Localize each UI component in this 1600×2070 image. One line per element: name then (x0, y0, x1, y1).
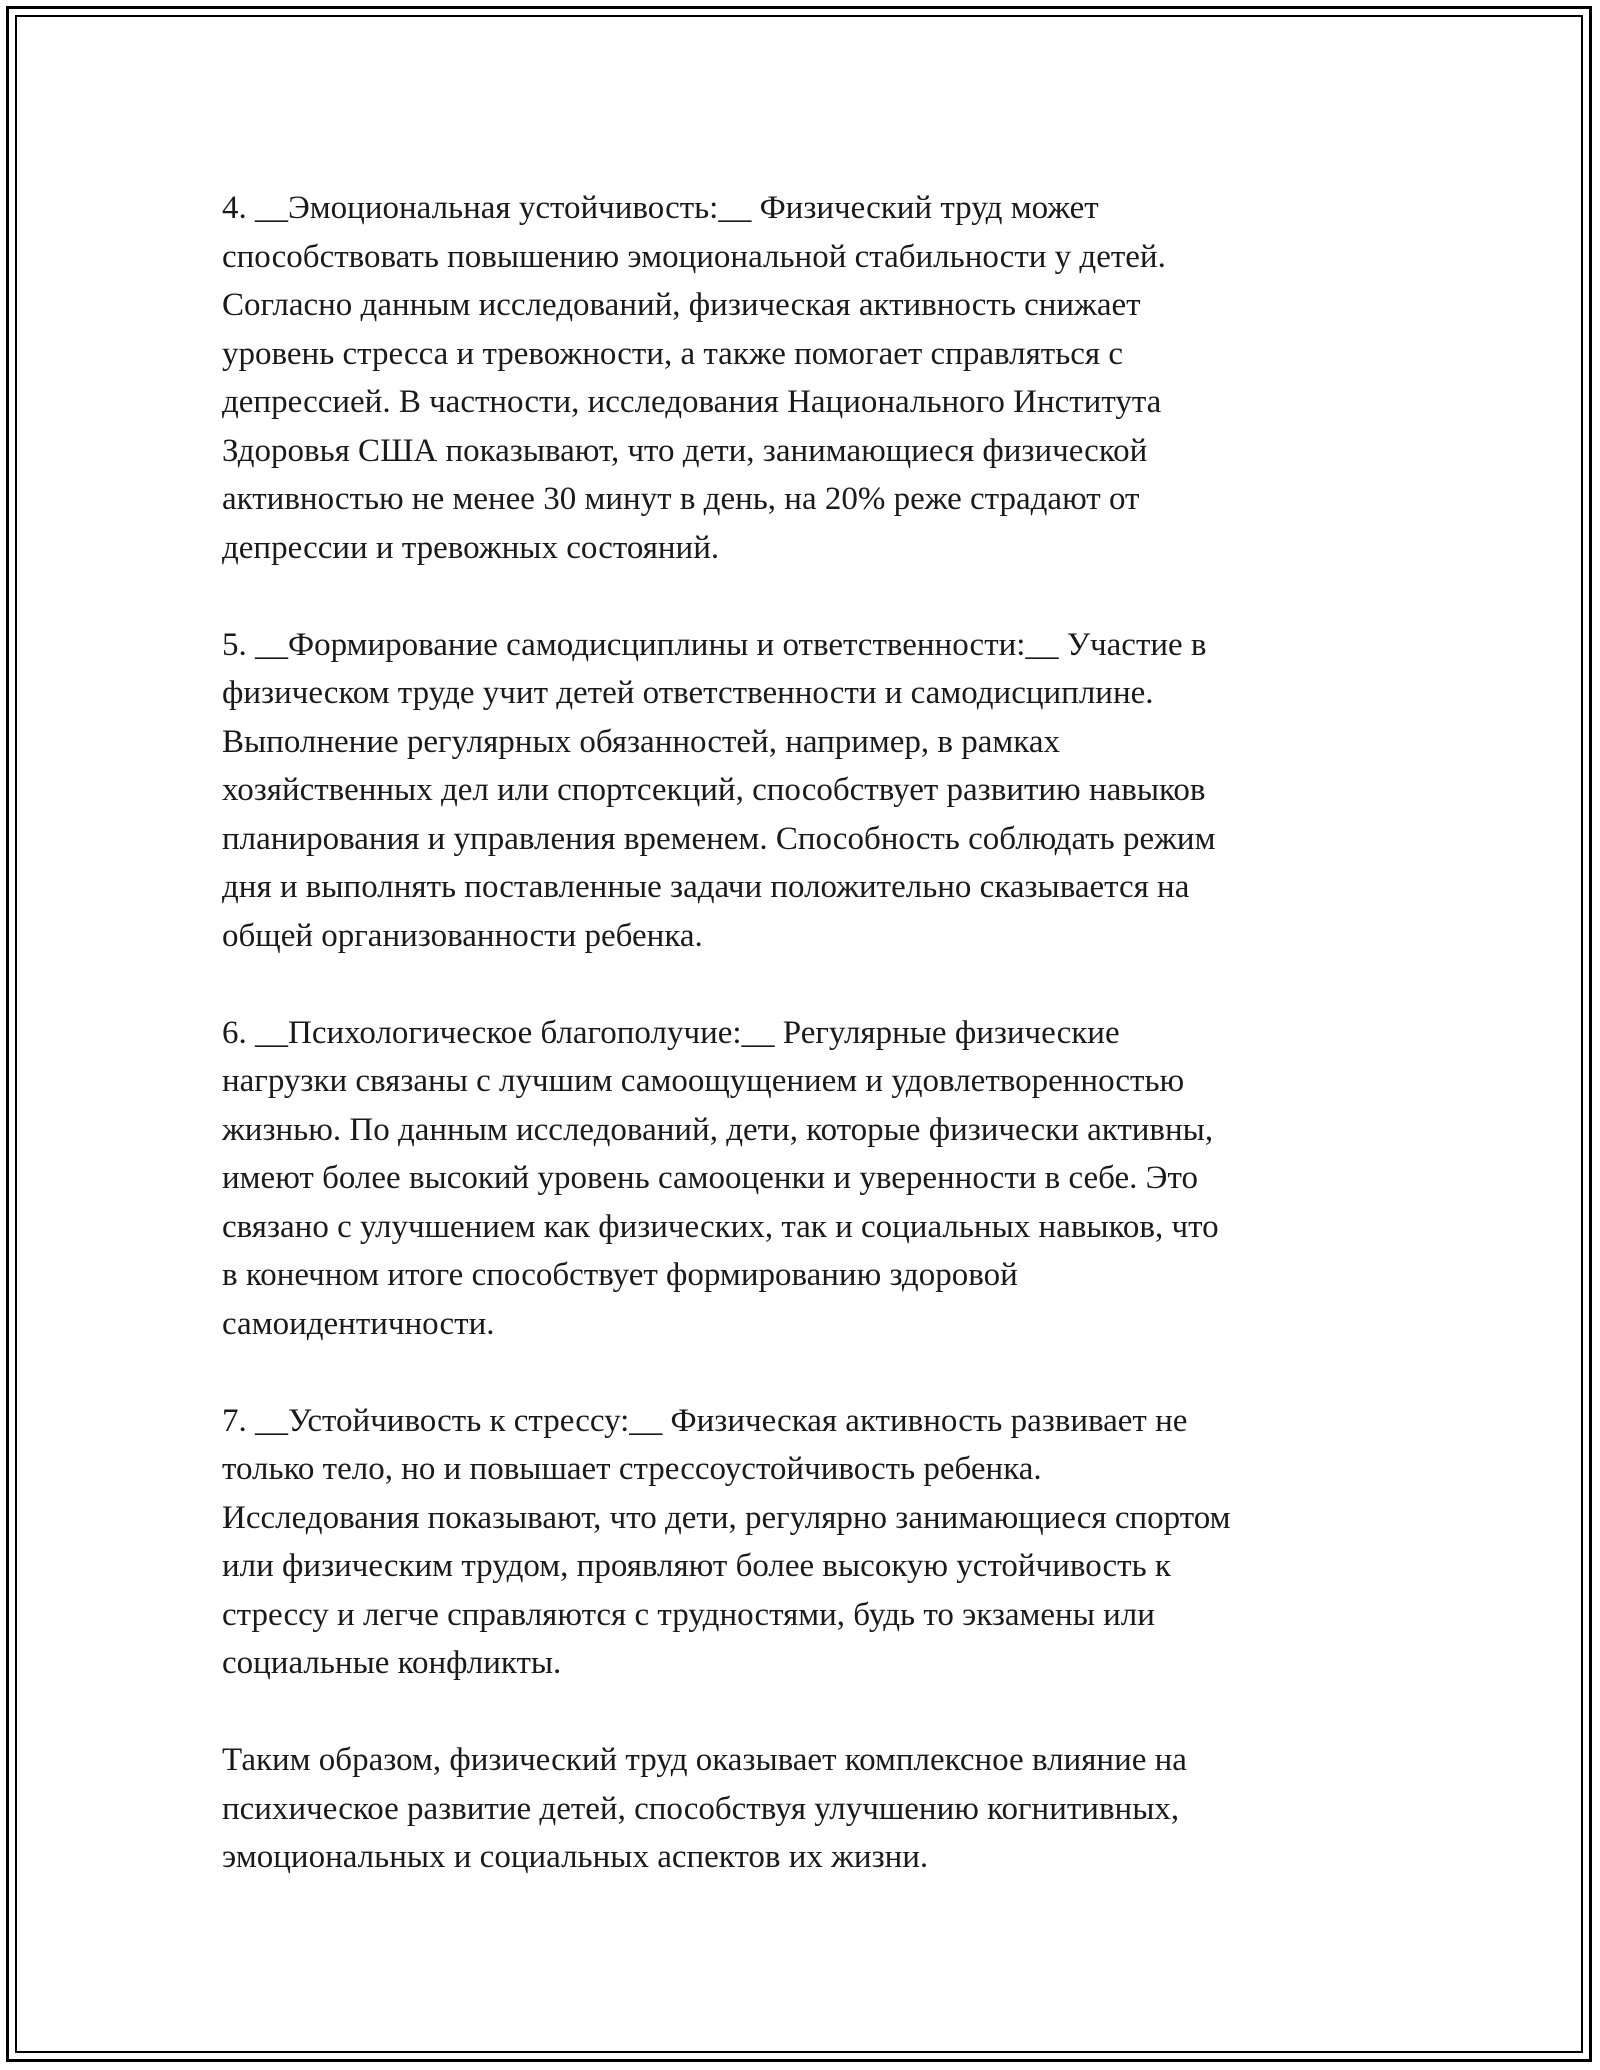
paragraph-emotional-stability: 4. __Эмоциональная устойчивость:__ Физический труд может способствовать повышению эмоциональной стабильности у детей. Согласно данным исследований, физическая активность снижает уровень стресса и тревожности, а также помогает справляться с депрессией. В частности, исследования Национального Института Здоровья США показывают, что дети, занимающиеся физической активностью не менее 30 минут в день, на 20% реже страдают от депрессии и тревожных состояний. (222, 190, 1166, 566)
paragraph-conclusion: Таким образом, физический труд оказывает комплексное влияние на психическое развитие детей, способствуя улучшению когнитивных, эмоциональных и социальных аспектов их жизни. (222, 1742, 1187, 1875)
paragraph-psychological-wellbeing: 6. __Психологическое благополучие:__ Регулярные физические нагрузки связаны с лучшим самоощущением и удовлетворенностью жизнью. По данным исследований, дети, которые физически активны, имеют более высокий уровень самооценки и уверенности в себе. Это связано с улучшением как физических, так и социальных навыков, что в конечном итоге способствует формированию здоровой самоидентичности. (222, 1014, 1219, 1342)
document-body (222, 184, 1372, 1930)
paragraph-self-discipline: 5. __Формирование самодисциплины и ответственности:__ Участие в физическом труде учит детей ответственности и самодисциплине. Выполнение регулярных обязанностей, например, в рамках хозяйственных дел или спортсекций, способствует развитию навыков планирования и управления временем. Способность соблюдать режим дня и выполнять поставленные задачи положительно сказывается на общей организованности ребенка. (222, 626, 1216, 954)
paragraph-stress-resistance: 7. __Устойчивость к стрессу:__ Физическая активность развивает не только тело, но и повышает стрессоустойчивость ребенка. Исследования показывают, что дети, регулярно занимающиеся спортом или физическим трудом, проявляют более высокую устойчивость к стрессу и легче справляются с трудностями, будь то экзамены или социальные конфликты. (222, 1402, 1231, 1681)
